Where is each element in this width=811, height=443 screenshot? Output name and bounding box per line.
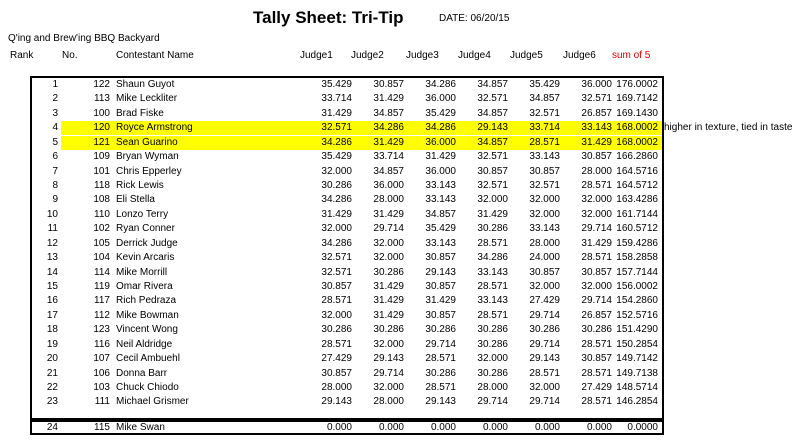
judge2-score-cell: 32.000	[373, 238, 404, 249]
contestant-name-cell: Mike Swan	[116, 422, 165, 433]
contestant-number-cell: 109	[93, 151, 110, 162]
sum-cell: 149.7142	[616, 353, 658, 364]
judge6-score-cell: 28.571	[581, 252, 612, 263]
judge6-score-cell: 28.571	[581, 368, 612, 379]
judge1-score-cell: 30.857	[321, 368, 352, 379]
header-sum: sum of 5	[612, 50, 651, 61]
judge1-score-cell: 28.000	[321, 382, 352, 393]
contestant-number-cell: 118	[94, 180, 110, 191]
contestant-name-cell: Eli Stella	[116, 194, 155, 205]
contestant-name-cell: Cecil Ambuehl	[116, 353, 180, 364]
header-judge4: Judge4	[458, 50, 491, 61]
judge1-score-cell: 34.286	[321, 137, 352, 148]
rank-cell: 21	[46, 368, 58, 379]
judge6-score-cell: 30.286	[581, 324, 612, 335]
judge3-score-cell: 29.143	[425, 267, 456, 278]
judge6-score-cell: 30.857	[581, 151, 612, 162]
judge6-score-cell: 33.143	[581, 122, 612, 133]
judge4-score-cell: 32.000	[477, 194, 508, 205]
judge2-score-cell: 28.000	[373, 396, 404, 407]
judge6-score-cell: 36.000	[581, 79, 612, 90]
sum-cell: 160.5712	[616, 223, 658, 234]
judge2-score-cell: 31.429	[373, 137, 404, 148]
judge6-score-cell: 30.857	[581, 267, 612, 278]
sum-cell: 150.2854	[616, 339, 658, 350]
judge4-score-cell: 30.857	[477, 166, 508, 177]
judge2-score-cell: 28.000	[373, 194, 404, 205]
judge3-score-cell: 36.000	[425, 137, 456, 148]
judge2-score-cell: 32.000	[373, 382, 404, 393]
sum-cell: 0.0000	[627, 422, 658, 433]
judge4-score-cell: 29.143	[477, 122, 508, 133]
rank-cell: 10	[46, 209, 58, 220]
judge3-score-cell: 34.857	[425, 209, 456, 220]
judge2-score-cell: 30.857	[373, 79, 404, 90]
rank-cell: 24	[46, 422, 58, 433]
contestant-name-cell: Donna Barr	[116, 368, 168, 379]
sum-cell: 152.5716	[616, 310, 658, 321]
judge4-score-cell: 32.571	[477, 93, 508, 104]
contestant-number-cell: 112	[94, 310, 110, 321]
sum-cell: 176.0002	[616, 79, 658, 90]
judge6-score-cell: 0.000	[586, 422, 612, 433]
judge2-score-cell: 36.000	[373, 180, 404, 191]
rank-cell: 15	[46, 281, 58, 292]
header-rank: Rank	[10, 50, 34, 61]
judge6-score-cell: 32.000	[581, 281, 612, 292]
sum-cell: 149.7138	[616, 368, 658, 379]
judge3-score-cell: 28.571	[425, 353, 456, 364]
contestant-number-cell: 100	[93, 108, 110, 119]
judge3-score-cell: 30.857	[425, 310, 456, 321]
judge5-score-cell: 32.571	[529, 108, 560, 119]
judge6-score-cell: 31.429	[581, 238, 612, 249]
rank-cell: 16	[46, 295, 58, 306]
judge4-score-cell: 30.286	[477, 324, 508, 335]
judge6-score-cell: 26.857	[581, 108, 612, 119]
contestant-number-cell: 107	[93, 353, 110, 364]
judge1-score-cell: 27.429	[321, 353, 352, 364]
judge6-score-cell: 28.000	[581, 166, 612, 177]
judge5-score-cell: 27.429	[529, 295, 560, 306]
judge3-score-cell: 31.429	[425, 151, 456, 162]
judge1-score-cell: 35.429	[321, 151, 352, 162]
judge2-score-cell: 29.714	[373, 223, 404, 234]
contestant-name-cell: Neil Aldridge	[116, 339, 173, 350]
judge4-score-cell: 0.000	[482, 422, 508, 433]
judge2-score-cell: 31.429	[373, 93, 404, 104]
judge3-score-cell: 35.429	[425, 223, 456, 234]
judge6-score-cell: 27.429	[581, 382, 612, 393]
judge3-score-cell: 35.429	[425, 108, 456, 119]
rank-cell: 5	[52, 137, 58, 148]
sum-cell: 158.2858	[616, 252, 658, 263]
judge6-score-cell: 30.857	[581, 353, 612, 364]
judge1-score-cell: 29.143	[321, 396, 352, 407]
sum-cell: 169.1430	[616, 108, 658, 119]
judge4-score-cell: 28.571	[477, 238, 508, 249]
judge3-score-cell: 36.000	[425, 166, 456, 177]
judge1-score-cell: 0.000	[326, 422, 352, 433]
rank-cell: 18	[46, 324, 58, 335]
rank-cell: 23	[46, 396, 58, 407]
judge4-score-cell: 32.571	[477, 180, 508, 191]
table-border	[30, 76, 664, 420]
judge5-score-cell: 30.857	[529, 166, 560, 177]
judge1-score-cell: 30.286	[321, 324, 352, 335]
sum-cell: 164.5712	[616, 180, 658, 191]
judge1-score-cell: 32.000	[321, 223, 352, 234]
judge1-score-cell: 32.571	[321, 122, 352, 133]
contestant-name-cell: Kevin Arcaris	[116, 252, 175, 263]
contestant-name-cell: Chris Epperley	[116, 166, 182, 177]
judge3-score-cell: 30.857	[425, 252, 456, 263]
header-judge1: Judge1	[300, 50, 333, 61]
judge3-score-cell: 36.000	[425, 93, 456, 104]
contestant-name-cell: Ryan Conner	[116, 223, 175, 234]
judge2-score-cell: 34.857	[373, 166, 404, 177]
contestant-name-cell: Mike Leckliter	[116, 93, 178, 104]
judge3-score-cell: 34.286	[425, 122, 456, 133]
judge5-score-cell: 28.571	[529, 137, 560, 148]
sum-cell: 163.4286	[616, 194, 658, 205]
judge4-score-cell: 28.571	[477, 281, 508, 292]
judge6-score-cell: 29.714	[581, 223, 612, 234]
judge5-score-cell: 28.571	[529, 368, 560, 379]
rank-cell: 7	[52, 166, 58, 177]
judge1-score-cell: 31.429	[321, 209, 352, 220]
judge6-score-cell: 26.857	[581, 310, 612, 321]
judge5-score-cell: 30.857	[529, 267, 560, 278]
rank-cell: 1	[52, 79, 58, 90]
judge5-score-cell: 29.714	[529, 310, 560, 321]
rank-cell: 4	[52, 122, 58, 133]
rank-cell: 2	[52, 93, 58, 104]
contestant-number-cell: 119	[94, 281, 110, 292]
judge5-score-cell: 32.000	[529, 281, 560, 292]
judge4-score-cell: 34.857	[477, 108, 508, 119]
judge1-score-cell: 33.714	[321, 93, 352, 104]
judge3-score-cell: 29.714	[425, 339, 456, 350]
rank-cell: 9	[52, 194, 58, 205]
judge4-score-cell: 34.857	[477, 79, 508, 90]
judge6-score-cell: 28.571	[581, 180, 612, 191]
judge6-score-cell: 31.429	[581, 137, 612, 148]
header-name: Contestant Name	[116, 50, 194, 61]
judge5-score-cell: 32.000	[529, 382, 560, 393]
sum-cell: 151.4290	[616, 324, 658, 335]
judge5-score-cell: 24.000	[529, 252, 560, 263]
judge4-score-cell: 34.857	[477, 137, 508, 148]
contestant-number-cell: 114	[94, 267, 110, 278]
last-row-border	[30, 420, 664, 435]
contestant-name-cell: Royce Armstrong	[116, 122, 193, 133]
judge4-score-cell: 30.286	[477, 339, 508, 350]
judge5-score-cell: 29.714	[529, 396, 560, 407]
sum-cell: 154.2860	[616, 295, 658, 306]
judge5-score-cell: 29.714	[529, 339, 560, 350]
judge5-score-cell: 32.571	[529, 180, 560, 191]
contestant-number-cell: 111	[94, 396, 110, 407]
header-judge3: Judge3	[406, 50, 439, 61]
contestant-name-cell: Rich Pedraza	[116, 295, 177, 306]
contestant-number-cell: 121	[93, 137, 110, 148]
sum-cell: 161.7144	[616, 209, 658, 220]
sum-cell: 156.0002	[616, 281, 658, 292]
judge5-score-cell: 32.000	[529, 194, 560, 205]
contestant-name-cell: Sean Guarino	[116, 137, 178, 148]
judge5-score-cell: 33.714	[529, 122, 560, 133]
judge2-score-cell: 31.429	[373, 281, 404, 292]
rank-cell: 6	[52, 151, 58, 162]
rank-cell: 14	[46, 267, 58, 278]
contestant-name-cell: Bryan Wyman	[116, 151, 179, 162]
judge1-score-cell: 28.571	[321, 295, 352, 306]
contestant-name-cell: Brad Fiske	[116, 108, 164, 119]
judge5-score-cell: 0.000	[534, 422, 560, 433]
contestant-number-cell: 115	[94, 422, 110, 433]
judge4-score-cell: 28.000	[477, 382, 508, 393]
rank-cell: 17	[46, 310, 58, 321]
contestant-name-cell: Lonzo Terry	[116, 209, 169, 220]
judge5-score-cell: 32.000	[529, 209, 560, 220]
judge3-score-cell: 30.857	[425, 281, 456, 292]
judge6-score-cell: 32.000	[581, 194, 612, 205]
sum-cell: 169.7142	[616, 93, 658, 104]
judge4-score-cell: 28.571	[477, 310, 508, 321]
contestant-name-cell: Chuck Chiodo	[116, 382, 179, 393]
judge6-score-cell: 29.714	[581, 295, 612, 306]
judge1-score-cell: 31.429	[321, 108, 352, 119]
judge6-score-cell: 28.571	[581, 396, 612, 407]
contestant-number-cell: 117	[94, 295, 110, 306]
judge1-score-cell: 34.286	[321, 238, 352, 249]
sum-cell: 157.7144	[616, 267, 658, 278]
judge1-score-cell: 30.286	[321, 180, 352, 191]
header-judge5: Judge5	[510, 50, 543, 61]
judge2-score-cell: 31.429	[373, 209, 404, 220]
judge2-score-cell: 32.000	[373, 339, 404, 350]
judge2-score-cell: 30.286	[373, 267, 404, 278]
judge2-score-cell: 0.000	[378, 422, 404, 433]
judge1-score-cell: 35.429	[321, 79, 352, 90]
judge1-score-cell: 32.000	[321, 166, 352, 177]
judge2-score-cell: 34.286	[373, 122, 404, 133]
sum-cell: 159.4286	[616, 238, 658, 249]
judge3-score-cell: 0.000	[430, 422, 456, 433]
judge6-score-cell: 32.571	[581, 93, 612, 104]
rank-cell: 12	[46, 238, 58, 249]
contestant-number-cell: 105	[93, 238, 110, 249]
tiebreak-note: higher in texture, tied in taste	[664, 122, 793, 133]
contestant-number-cell: 123	[93, 324, 110, 335]
sum-cell: 146.2854	[616, 396, 658, 407]
contestant-name-cell: Mike Bowman	[116, 310, 179, 321]
judge3-score-cell: 30.286	[425, 324, 456, 335]
sum-cell: 148.5714	[616, 382, 658, 393]
rank-cell: 13	[46, 252, 58, 263]
judge2-score-cell: 34.857	[373, 108, 404, 119]
rank-cell: 19	[46, 339, 58, 350]
judge3-score-cell: 34.286	[425, 79, 456, 90]
judge1-score-cell: 32.571	[321, 252, 352, 263]
contestant-name-cell: Omar Rivera	[116, 281, 173, 292]
judge2-score-cell: 31.429	[373, 310, 404, 321]
header-judge6: Judge6	[563, 50, 596, 61]
contestant-name-cell: Vincent Wong	[116, 324, 178, 335]
judge4-score-cell: 30.286	[477, 368, 508, 379]
judge2-score-cell: 29.714	[373, 368, 404, 379]
contestant-name-cell: Rick Lewis	[116, 180, 164, 191]
judge2-score-cell: 29.143	[373, 353, 404, 364]
judge2-score-cell: 31.429	[373, 295, 404, 306]
rank-cell: 11	[47, 223, 58, 234]
judge4-score-cell: 29.714	[477, 396, 508, 407]
date-label: DATE: 06/20/15	[439, 13, 510, 24]
judge5-score-cell: 33.143	[529, 151, 560, 162]
rank-cell: 3	[52, 108, 58, 119]
judge4-score-cell: 32.571	[477, 151, 508, 162]
judge2-score-cell: 33.714	[373, 151, 404, 162]
header-judge2: Judge2	[351, 50, 384, 61]
contestant-number-cell: 113	[94, 93, 110, 104]
judge1-score-cell: 32.000	[321, 310, 352, 321]
judge1-score-cell: 32.571	[321, 267, 352, 278]
contestant-number-cell: 110	[94, 209, 110, 220]
judge4-score-cell: 34.286	[477, 252, 508, 263]
sum-cell: 164.5716	[616, 166, 658, 177]
contestant-name-cell: Shaun Guyot	[116, 79, 175, 90]
judge2-score-cell: 32.000	[373, 252, 404, 263]
judge3-score-cell: 33.143	[425, 180, 456, 191]
sum-cell: 166.2860	[616, 151, 658, 162]
event-subtitle: Q'ing and Brew'ing BBQ Backyard	[8, 33, 160, 44]
judge5-score-cell: 34.857	[529, 93, 560, 104]
rank-cell: 8	[52, 180, 58, 191]
judge4-score-cell: 31.429	[477, 209, 508, 220]
judge3-score-cell: 30.286	[425, 368, 456, 379]
judge5-score-cell: 29.143	[529, 353, 560, 364]
judge3-score-cell: 28.571	[425, 382, 456, 393]
judge5-score-cell: 30.286	[529, 324, 560, 335]
judge3-score-cell: 29.143	[425, 396, 456, 407]
contestant-number-cell: 108	[93, 194, 110, 205]
judge4-score-cell: 30.286	[477, 223, 508, 234]
judge1-score-cell: 30.857	[321, 281, 352, 292]
contestant-name-cell: Michael Grismer	[116, 396, 189, 407]
judge4-score-cell: 33.143	[477, 267, 508, 278]
header-no: No.	[62, 50, 78, 61]
judge5-score-cell: 28.000	[529, 238, 560, 249]
contestant-number-cell: 120	[93, 122, 110, 133]
contestant-number-cell: 122	[93, 79, 110, 90]
contestant-name-cell: Mike Morrill	[116, 267, 168, 278]
judge6-score-cell: 28.571	[581, 339, 612, 350]
judge1-score-cell: 34.286	[321, 194, 352, 205]
judge3-score-cell: 33.143	[425, 194, 456, 205]
judge5-score-cell: 33.143	[529, 223, 560, 234]
judge5-score-cell: 35.429	[529, 79, 560, 90]
contestant-number-cell: 106	[93, 368, 110, 379]
rank-cell: 20	[46, 353, 58, 364]
contestant-number-cell: 102	[93, 223, 110, 234]
judge3-score-cell: 31.429	[425, 295, 456, 306]
judge3-score-cell: 33.143	[425, 238, 456, 249]
judge4-score-cell: 33.143	[477, 295, 508, 306]
contestant-number-cell: 101	[93, 166, 110, 177]
contestant-number-cell: 116	[94, 339, 110, 350]
judge6-score-cell: 32.000	[581, 209, 612, 220]
page-title: Tally Sheet: Tri-Tip	[253, 8, 404, 27]
sum-cell: 168.0002	[616, 122, 658, 133]
judge1-score-cell: 28.571	[321, 339, 352, 350]
contestant-number-cell: 104	[93, 252, 110, 263]
sum-cell: 168.0002	[616, 137, 658, 148]
contestant-name-cell: Derrick Judge	[116, 238, 178, 249]
judge2-score-cell: 30.286	[373, 324, 404, 335]
rank-cell: 22	[46, 382, 58, 393]
contestant-number-cell: 103	[93, 382, 110, 393]
judge4-score-cell: 32.000	[477, 353, 508, 364]
